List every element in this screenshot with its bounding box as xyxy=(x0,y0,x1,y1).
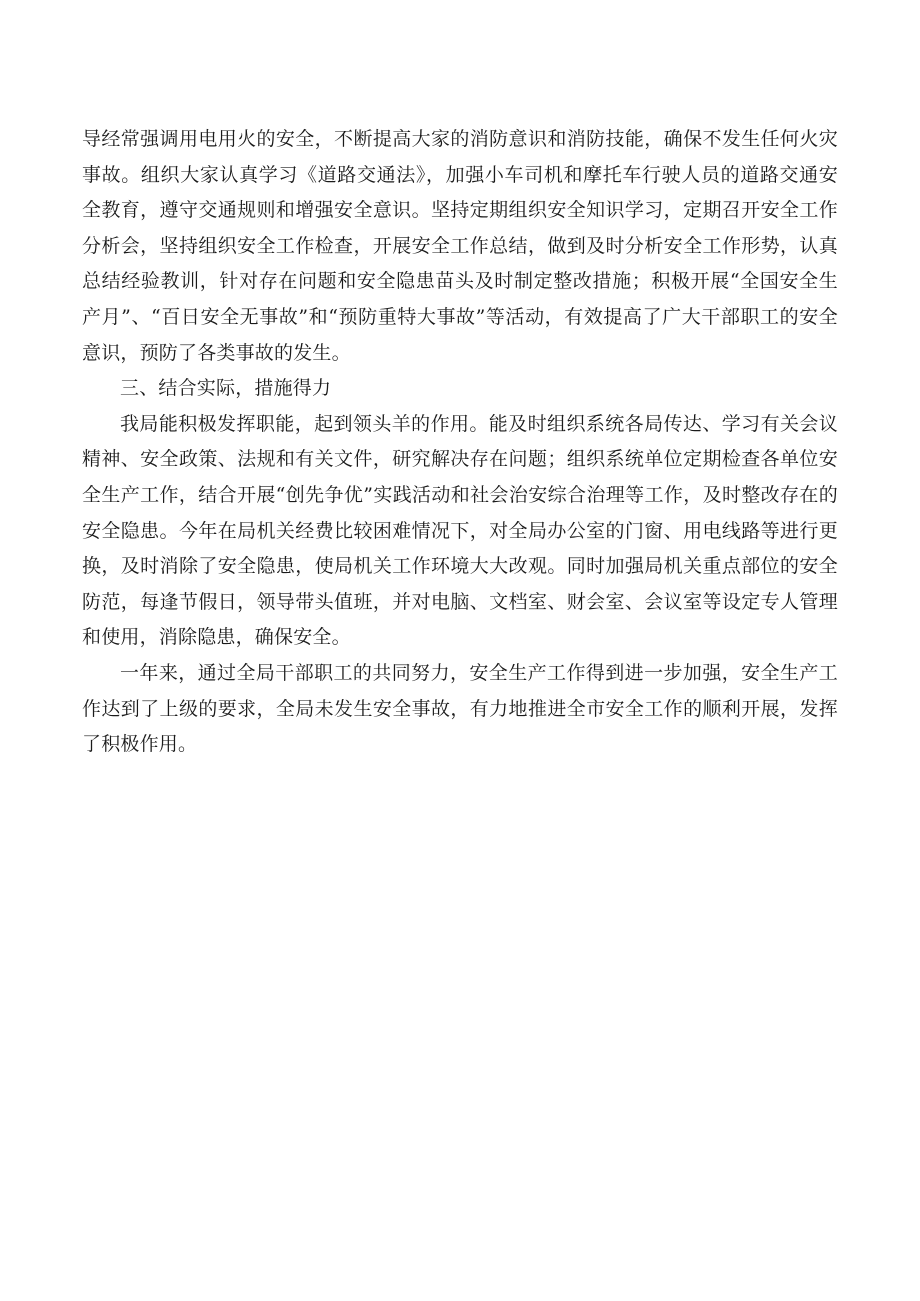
paragraph-summary: 一年来，通过全局干部职工的共同努力，安全生产工作得到进一步加强，安全生产工作达到了上级的要求，全局未发生安全事故，有力地推进全市安全工作的顺利开展，发挥了积极作用。 xyxy=(82,661,838,756)
paragraph-continued: 导经常强调用电用火的安全，不断提高大家的消防意识和消防技能，确保不发生任何火灾事故。组织大家认真学习《道路交通法》，加强小车司机和摩托车行驶人员的道路交通安全教育，遵守交通规则和增强安全意识。坚持定期组织安全知识学习，定期召开安全工作分析会，坚持组织安全工作检查，开展安全工作总结，做到及时分析安全工作形势，认真总结经验教训，针对存在问题和安全隐患苗头及时制定整改措施；积极开展“全国安全生产月”、“百日安全无事故”和“预防重特大事故”等活动，有效提高了广大干部职工的安全意识，预防了各类事故的发生。 xyxy=(82,128,838,364)
document-body xyxy=(82,122,838,763)
paragraph-measures: 我局能积极发挥职能，起到领头羊的作用。能及时组织系统各局传达、学习有关会议精神、安全政策、法规和有关文件，研究解决存在问题；组织系统单位定期检查各单位安全生产工作，结合开展“创先争优”实践活动和社会治安综合治理等工作，及时整改存在的安全隐患。今年在局机关经费比较困难情况下，对全局办公室的门窗、用电线路等进行更换，及时消除了安全隐患，使局机关工作环境大大改观。同时加强局机关重点部位的安全防范，每逢节假日，领导带头值班，并对电脑、文档室、财会室、会议室等设定专人管理和使用，消除隐患，确保安全。 xyxy=(82,412,838,649)
section-heading-three: 三、结合实际，措施得力 xyxy=(120,377,332,400)
